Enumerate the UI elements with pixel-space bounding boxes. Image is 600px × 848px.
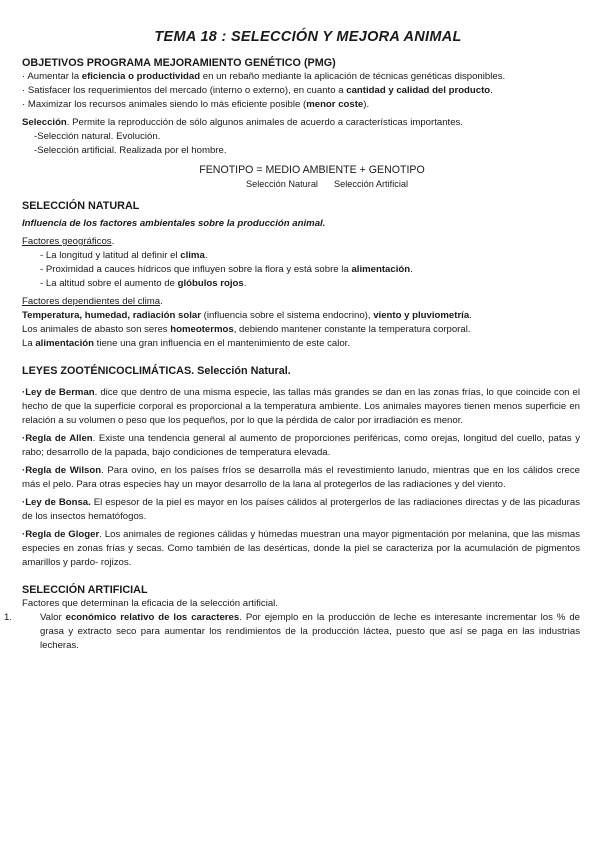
document-page	[4, 29, 581, 653]
artificial-intro: Factores que determinan la eficacia de la selección artificial.	[22, 598, 278, 609]
regla-gloger: ·Regla de Gloger. Los animales de regiones cálidas y húmedas muestran una mayor pigmentación por melanina, que las mismas especies en zonas frías y secas. Como también de las desérticas, donde la piel se caracteriza por la acumulación de pigmentos amarillos y pardo- rojizos.	[22, 529, 581, 568]
section-heading-artificial: SELECCIÓN ARTIFICIAL	[22, 584, 148, 596]
list-item: · Satisfacer los requerimientos del mercado (interno o externo), en cuanto a cantidad y calidad del producto.	[22, 85, 493, 96]
ley-bonsa: ·Ley de Bonsa. El espesor de la piel es mayor en los países cálidos al protergerlos de las radiaciones directas y de las picaduras de los insectos hematófogos.	[22, 497, 581, 522]
geo-heading: Factores geográficos.	[22, 236, 115, 247]
natural-subtitle: Influencia de los factores ambientales sobre la producción animal.	[22, 218, 326, 229]
list-item: - La longitud y latitud al definir el clima.	[40, 250, 208, 261]
page-title: TEMA 18 : SELECCIÓN Y MEJORA ANIMAL	[154, 29, 462, 45]
regla-allen: ·Regla de Allen. Existe una tendencia general al aumento de proporciones periféricas, como orejas, longitud del cuello, patas y rabo; desarrollo de la papada, bajo condiciones de temperatura elevada.	[22, 433, 580, 458]
list-item: · Maximizar los recursos animales siendo lo más eficiente posible (menor coste).	[22, 99, 370, 110]
clima-line-3: La alimentación tiene una gran influencia en el mantenimiento de este calor.	[22, 338, 351, 349]
section-heading-leyes: LEYES ZOOTÉNICOCLIMÁTICAS. Selección Natural.	[22, 365, 291, 377]
regla-wilson: ·Regla de Wilson. Para ovino, en los países fríos se desarrolla más el revestimiento lanudo, mientras que en los cálidos crece más el pelo. Para otras especies hay un mayor desarrollo de la lana al protegerlos de las radiaciones y del viento.	[22, 465, 580, 490]
list-item: · Aumentar la eficiencia o productividad en un rebaño mediante la aplicación de técnicas genéticas disponibles.	[22, 71, 506, 82]
section-heading-natural: SELECCIÓN NATURAL	[22, 200, 140, 212]
clima-heading: Factores dependientes del clima.	[22, 296, 163, 307]
list-item: - Proximidad a cauces hídricos que influyen sobre la flora y está sobre la alimentación.	[40, 264, 413, 275]
seleccion-type-artificial: -Selección artificial. Realizada por el hombre.	[34, 145, 227, 156]
clima-line-1: Temperatura, humedad, radiación solar (influencia sobre el sistema endocrino), viento y pluviometría.	[22, 310, 472, 321]
formula-label-natural: Selección Natural	[245, 179, 318, 189]
objetivos-list	[22, 70, 580, 112]
seleccion-definition: Selección. Permite la reproducción de sólo algunos animales de acuerdo a características importantes.	[22, 117, 464, 128]
section-heading-objetivos: OBJETIVOS PROGRAMA MEJORAMIENTO GENÉTICO (PMG)	[22, 57, 336, 69]
list-item: - La altitud sobre el aumento de glóbulos rojos.	[40, 278, 247, 289]
formula-label-artificial: Selección Artificial	[333, 179, 409, 189]
list-item: 1. Valor económico relativo de los caracteres. Por ejemplo en la producción de leche es interesante incrementar los % de grasa y extracto seco para aumentar los rendimientos de la producción láctea, puesto que así se paga en las industrias lecheras.	[4, 612, 580, 651]
ley-berman: ·Ley de Berman. dice que dentro de una misma especie, las tallas más grandes se dan en las zonas frías, lo que coincide con el hecho de que la superficie corporal es proporcional a la temperatura ambiente. Los animales mayores tienen menos superficie en relación a su volumen o peso que los pequeños, por lo que la pérdida de calor por irradiación es menor.	[22, 387, 580, 426]
clima-line-2: Los animales de abasto son seres homeotermos, debiendo mantener constante la temperatura corporal.	[22, 324, 471, 335]
formula-labels	[22, 177, 580, 191]
phenotype-formula: FENOTIPO = MEDIO AMBIENTE + GENOTIPO	[199, 164, 425, 176]
seleccion-type-natural: -Selección natural. Evolución.	[34, 131, 161, 142]
